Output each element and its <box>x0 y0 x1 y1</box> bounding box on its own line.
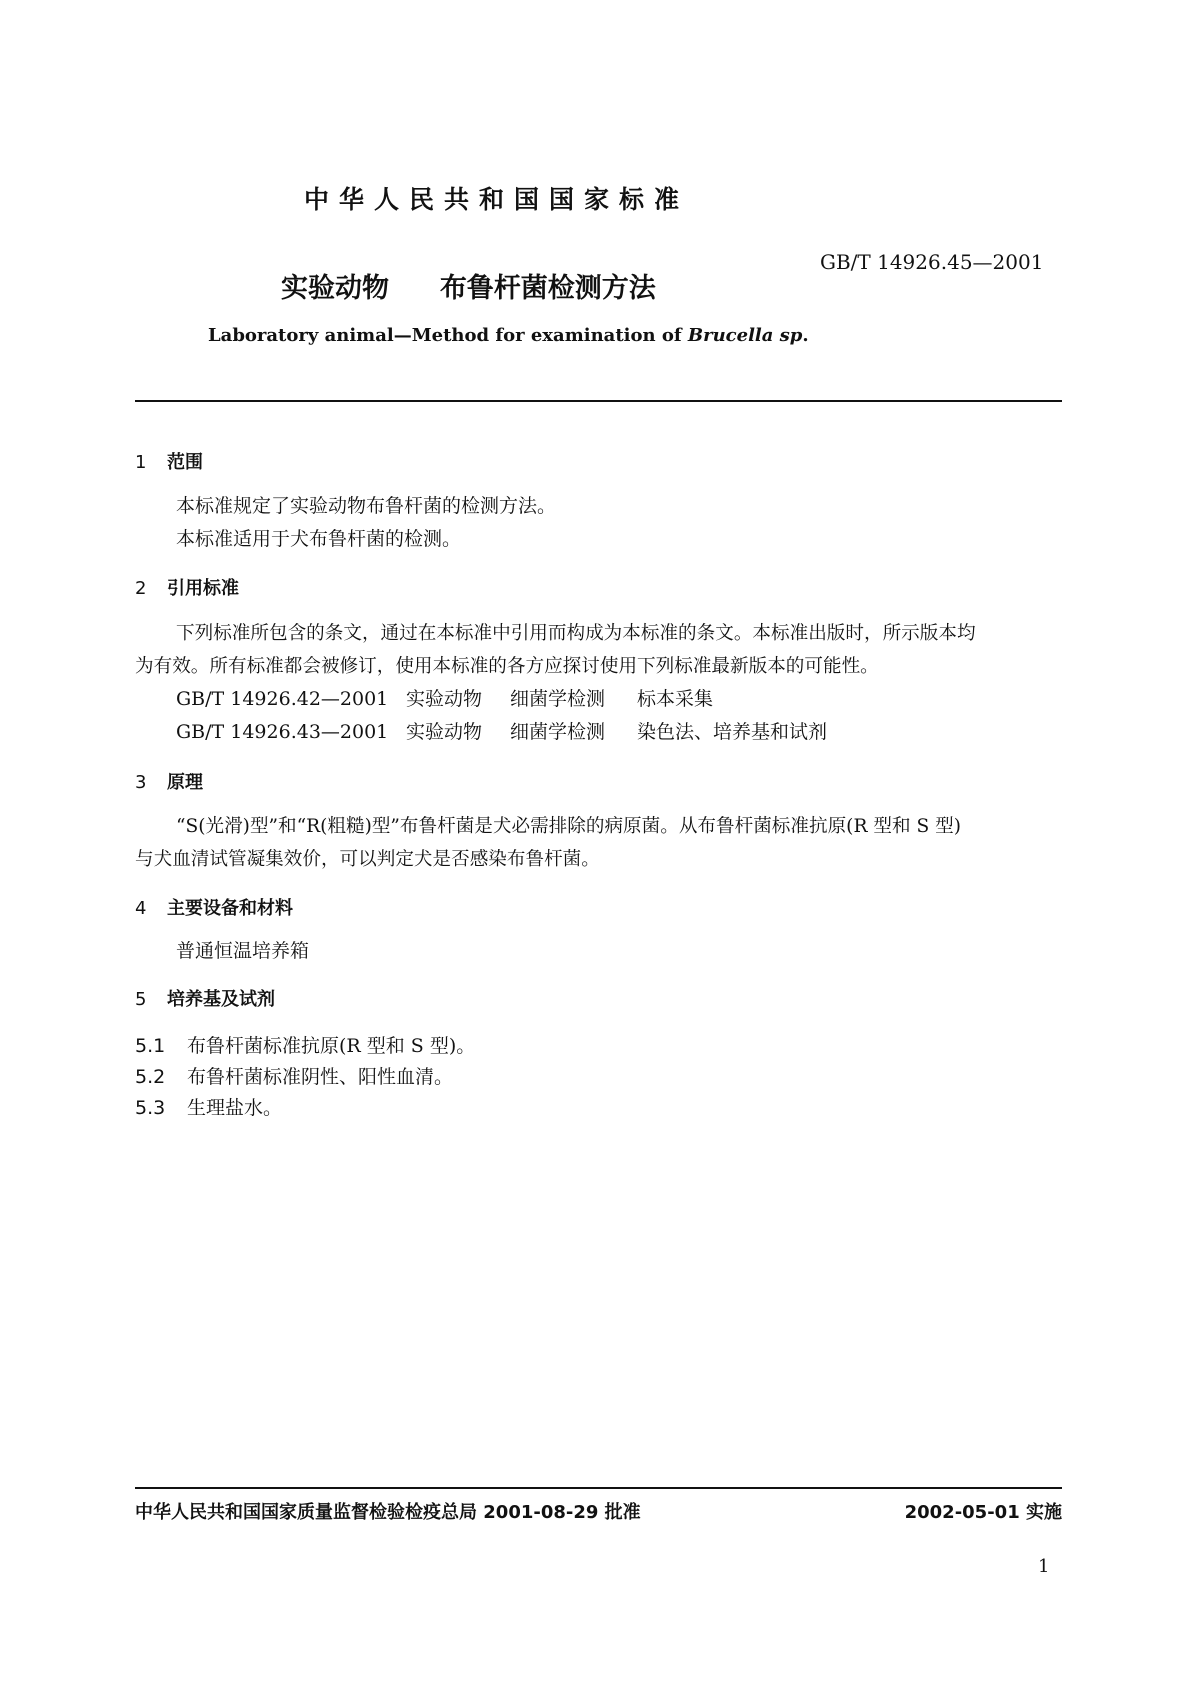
section-title: 引用标准 <box>167 578 239 599</box>
national-standard-heading: 中华人民共和国国家标准 <box>304 185 690 214</box>
reference-col1: 实验动物 <box>406 688 483 710</box>
section-title: 原理 <box>167 772 203 793</box>
section-1-heading <box>135 448 203 474</box>
item-text: 布鲁杆菌标准抗原(R 型和 S 型)。 <box>187 1035 476 1057</box>
section-1-paragraph-1: 本标准规定了实验动物布鲁杆菌的检测方法。 <box>176 495 557 517</box>
reference-col3: 染色法、培养基和试剂 <box>637 721 828 743</box>
section-number: 2 <box>135 578 147 599</box>
section-4-item: 普通恒温培养箱 <box>176 940 310 962</box>
section-5-heading <box>135 985 275 1011</box>
section-5-item <box>135 1061 453 1094</box>
title-cn-part1: 实验动物 <box>281 273 389 304</box>
standard-code: GB/T 14926.45—2001 <box>820 250 1044 274</box>
section-title: 主要设备和材料 <box>167 898 293 919</box>
implementation-date: 2002-05-01 实施 <box>904 1502 1062 1523</box>
item-text: 生理盐水。 <box>187 1097 283 1119</box>
section-3-heading <box>135 768 203 794</box>
section-5-item <box>135 1092 282 1125</box>
reference-col2: 细菌学检测 <box>510 688 606 710</box>
section-2-heading <box>135 574 239 600</box>
item-number: 5.3 <box>135 1097 166 1119</box>
section-1-paragraph-2: 本标准适用于犬布鲁杆菌的检测。 <box>176 528 462 550</box>
reference-row <box>176 716 827 749</box>
reference-col2: 细菌学检测 <box>510 721 606 743</box>
reference-code: GB/T 14926.42—2001 <box>176 688 389 710</box>
footer-rule <box>135 1487 1062 1489</box>
section-5-item <box>135 1030 475 1063</box>
page-number: 1 <box>1038 1556 1050 1577</box>
section-title: 培养基及试剂 <box>167 989 275 1010</box>
section-2-paragraph-line-1: 下列标准所包含的条文，通过在本标准中引用而构成为本标准的条文。本标准出版时，所示版本均 <box>176 623 976 644</box>
reference-col3: 标本采集 <box>637 688 714 710</box>
section-number: 1 <box>135 452 147 473</box>
section-3-line-1: “S(光滑)型”和“R(粗糙)型”布鲁杆菌是犬必需排除的病原菌。从布鲁杆菌标准抗原(R 型和 S 型) <box>176 816 961 837</box>
reference-code: GB/T 14926.43—2001 <box>176 721 389 743</box>
header-rule <box>135 400 1062 402</box>
item-number: 5.2 <box>135 1066 166 1088</box>
reference-row <box>176 683 713 716</box>
document-title-en <box>208 325 809 346</box>
title-en-italic: Brucella sp <box>687 325 803 346</box>
approval-line: 中华人民共和国国家质量监督检验检疫总局 2001-08-29 批准 <box>135 1502 641 1523</box>
document-title-cn <box>281 266 656 305</box>
section-3-line-2: 与犬血清试管凝集效价，可以判定犬是否感染布鲁杆菌。 <box>135 849 600 870</box>
section-number: 3 <box>135 772 147 793</box>
section-title: 范围 <box>167 452 203 473</box>
title-en-suffix: . <box>802 325 809 346</box>
section-number: 5 <box>135 989 147 1010</box>
item-text: 布鲁杆菌标准阴性、阳性血清。 <box>187 1066 454 1088</box>
section-4-heading <box>135 894 293 920</box>
section-number: 4 <box>135 898 147 919</box>
item-number: 5.1 <box>135 1035 166 1057</box>
title-en-prefix: Laboratory animal—Method for examination of <box>208 325 688 346</box>
title-cn-part2: 布鲁杆菌检测方法 <box>439 273 656 304</box>
section-2-paragraph-line-2: 为有效。所有标准都会被修订，使用本标准的各方应探讨使用下列标准最新版本的可能性。 <box>135 656 879 677</box>
reference-col1: 实验动物 <box>406 721 483 743</box>
